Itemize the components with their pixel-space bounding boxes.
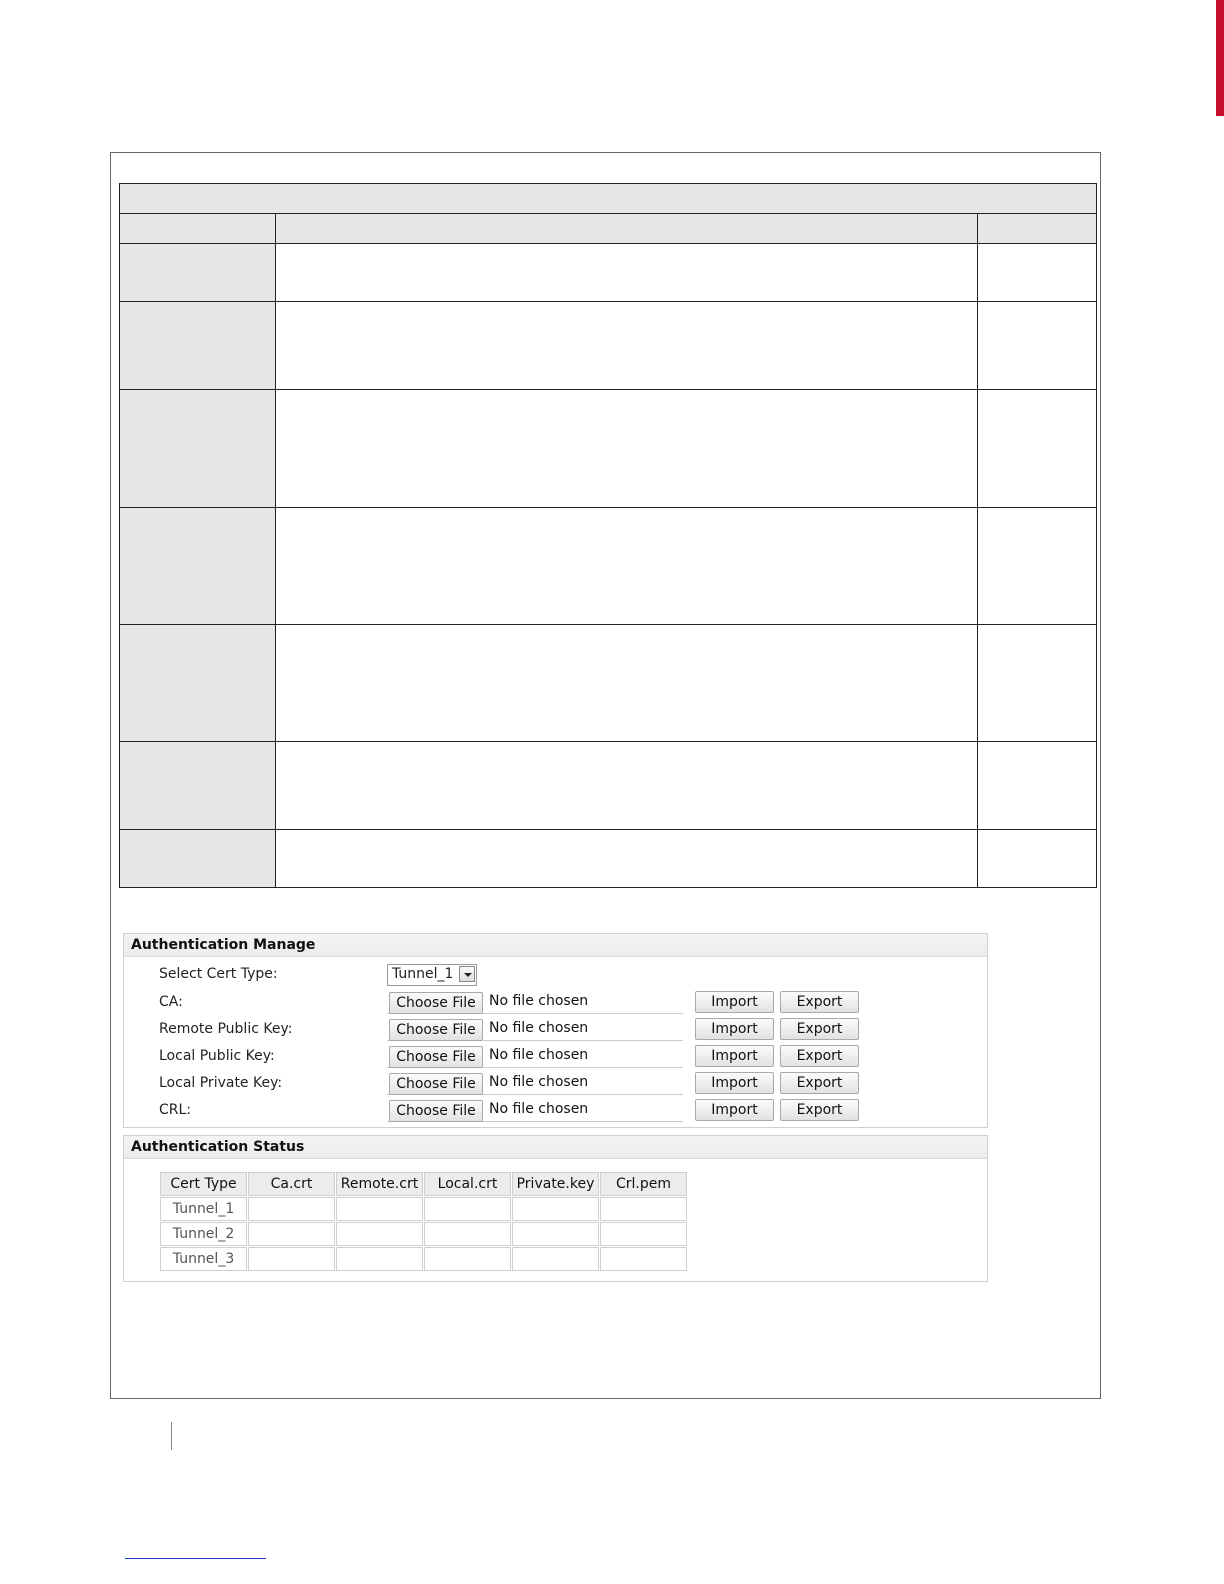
table-cell	[512, 1222, 599, 1246]
table-row-label	[120, 508, 276, 625]
table-row-default	[978, 830, 1097, 888]
table-cell	[600, 1247, 687, 1271]
table-row-label	[120, 625, 276, 742]
choose-file-button[interactable]: Choose File	[389, 1100, 483, 1122]
table-cell: Tunnel_1	[160, 1197, 247, 1221]
panel-title: Authentication Status	[124, 1136, 987, 1159]
table-row	[160, 1222, 687, 1246]
table-cell	[600, 1222, 687, 1246]
table-row-label	[120, 830, 276, 888]
table-row-description	[276, 830, 978, 888]
table-cell	[424, 1247, 511, 1271]
import-button[interactable]: Import	[695, 1099, 774, 1121]
cert-row-remote-public-key	[124, 1018, 987, 1042]
table-row-default	[978, 244, 1097, 302]
table-cell	[248, 1247, 335, 1271]
choose-file-button[interactable]: Choose File	[389, 992, 483, 1014]
table-cell	[336, 1222, 423, 1246]
cert-type-select[interactable]	[387, 964, 477, 986]
table-cell: Tunnel_2	[160, 1222, 247, 1246]
column-header: Local.crt	[424, 1172, 511, 1196]
table-cell	[512, 1247, 599, 1271]
table-row-default	[978, 390, 1097, 508]
table-cell	[424, 1197, 511, 1221]
status-table	[159, 1171, 688, 1272]
export-button[interactable]: Export	[780, 1045, 859, 1067]
table-row-description	[276, 302, 978, 390]
footer-divider	[171, 1422, 172, 1450]
table-row-label	[120, 742, 276, 830]
import-button[interactable]: Import	[695, 1018, 774, 1040]
table-cell: Tunnel_3	[160, 1247, 247, 1271]
table-row-default	[978, 508, 1097, 625]
cert-row-ca	[124, 991, 987, 1015]
import-button[interactable]: Import	[695, 991, 774, 1013]
column-header: Crl.pem	[600, 1172, 687, 1196]
table-row-description	[276, 244, 978, 302]
no-file-text: No file chosen	[489, 1020, 589, 1036]
select-cert-type-row	[124, 956, 987, 986]
choose-file-button[interactable]: Choose File	[389, 1019, 483, 1041]
column-header: Cert Type	[160, 1172, 247, 1196]
authentication-status-panel	[123, 1135, 988, 1282]
cert-row-label: Remote Public Key:	[159, 1021, 293, 1037]
export-button[interactable]: Export	[780, 1018, 859, 1040]
table-cell	[336, 1247, 423, 1271]
choose-file-button[interactable]: Choose File	[389, 1046, 483, 1068]
table-row-description	[276, 625, 978, 742]
select-cert-type-label: Select Cert Type:	[159, 966, 278, 982]
table-row	[160, 1247, 687, 1271]
authentication-manage-panel	[123, 933, 988, 1128]
table-row-description	[276, 742, 978, 830]
table-cell	[336, 1197, 423, 1221]
table-row-label	[120, 302, 276, 390]
column-header: Private.key	[512, 1172, 599, 1196]
export-button[interactable]: Export	[780, 991, 859, 1013]
table-row-default	[978, 742, 1097, 830]
export-button[interactable]: Export	[780, 1072, 859, 1094]
table-row-default	[978, 302, 1097, 390]
no-file-text: No file chosen	[489, 1101, 589, 1117]
cert-row-label: CA:	[159, 994, 183, 1010]
chevron-down-icon[interactable]	[459, 966, 475, 982]
import-button[interactable]: Import	[695, 1045, 774, 1067]
table-cell	[248, 1197, 335, 1221]
cert-row-label: Local Private Key:	[159, 1075, 283, 1091]
table-row	[160, 1197, 687, 1221]
file-input[interactable]	[387, 1099, 683, 1122]
choose-file-button[interactable]: Choose File	[389, 1073, 483, 1095]
table-row-description	[276, 390, 978, 508]
page-accent-bar	[1216, 0, 1224, 116]
table-header-cell	[120, 214, 276, 244]
panel-title: Authentication Manage	[124, 934, 987, 957]
table-row-description	[276, 508, 978, 625]
table-cell	[600, 1197, 687, 1221]
table-header-cell	[276, 214, 978, 244]
table-cell	[248, 1222, 335, 1246]
column-header: Ca.crt	[248, 1172, 335, 1196]
no-file-text: No file chosen	[489, 993, 589, 1009]
cert-type-select-value: Tunnel_1	[392, 966, 454, 982]
parameter-table	[119, 183, 1097, 888]
export-button[interactable]: Export	[780, 1099, 859, 1121]
no-file-text: No file chosen	[489, 1074, 589, 1090]
file-input[interactable]	[387, 1018, 683, 1041]
table-header-cell	[978, 214, 1097, 244]
file-input[interactable]	[387, 991, 683, 1014]
table-cell	[424, 1222, 511, 1246]
no-file-text: No file chosen	[489, 1047, 589, 1063]
table-title-cell	[120, 184, 1097, 214]
footer-link-underline	[125, 1558, 266, 1559]
table-row-label	[120, 244, 276, 302]
cert-row-local-private-key	[124, 1072, 987, 1096]
table-row-label	[120, 390, 276, 508]
cert-row-crl	[124, 1099, 987, 1123]
cert-row-local-public-key	[124, 1045, 987, 1069]
cert-row-label: Local Public Key:	[159, 1048, 275, 1064]
file-input[interactable]	[387, 1072, 683, 1095]
table-row-default	[978, 625, 1097, 742]
status-table-header	[160, 1172, 687, 1196]
import-button[interactable]: Import	[695, 1072, 774, 1094]
cert-row-label: CRL:	[159, 1102, 192, 1118]
table-cell	[512, 1197, 599, 1221]
column-header: Remote.crt	[336, 1172, 423, 1196]
file-input[interactable]	[387, 1045, 683, 1068]
